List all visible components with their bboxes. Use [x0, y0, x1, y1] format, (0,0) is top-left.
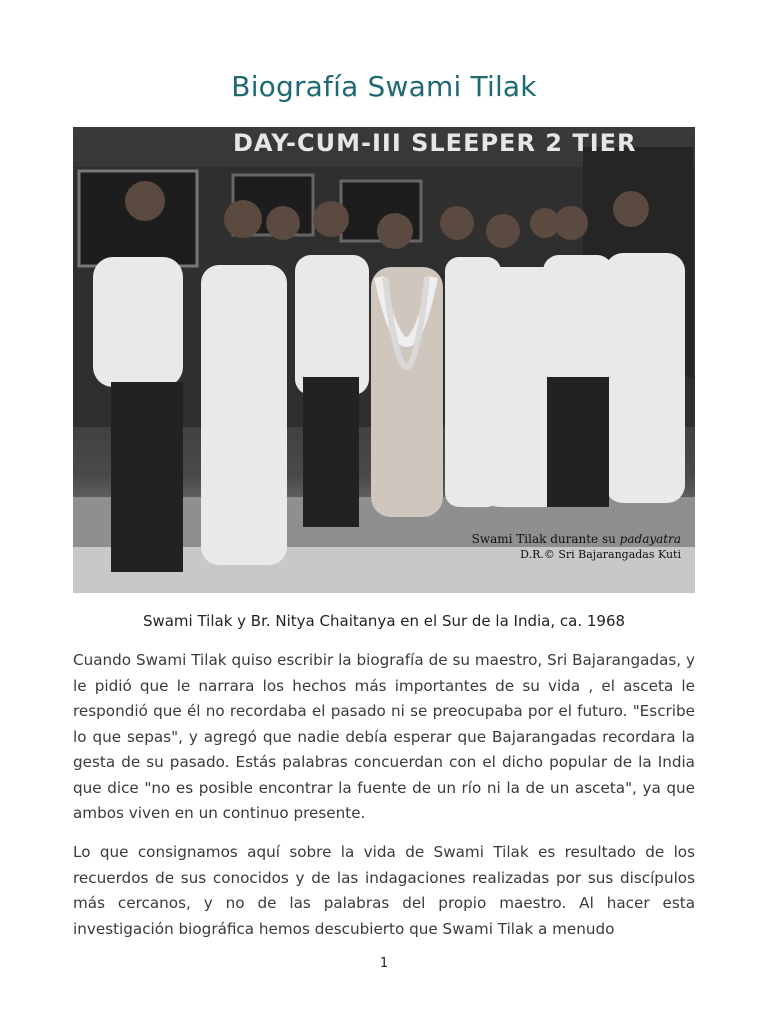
- paragraph-1: Cuando Swami Tilak quiso escribir la biografía de su maestro, Sri Bajarangadas, y le pidió que le narrara los hechos más importantes de su vida , el asceta le respondió que él no recordaba el pasado ni se preocupaba por el futuro. "Escribe lo que sepas", y agregó que nadie debía esperar que Bajarangadas recordara la gesta de su pasado. Estás palabras concuerdan con el dicho popular de la India que dice "no es posible encontrar la fuente de un río ni la de un asceta", ya que ambos viven en un continuo presente.: [73, 651, 695, 822]
- paragraph-2: Lo que consignamos aquí sobre la vida de Swami Tilak es resultado de los recuerdos de sus conocidos y de las indagaciones realizadas por sus discípulos más cercanos, y no de las palabras del propio maestro. Al hacer esta investigación biográfica hemos descubierto que Swami Tilak a menudo: [73, 843, 695, 938]
- train-sign-text: DAY-CUM-III SLEEPER 2 TIER: [233, 129, 637, 157]
- page-title: Biografía Swami Tilak: [231, 70, 537, 103]
- photo-illustration: [73, 127, 695, 593]
- photo-credit: [472, 531, 681, 563]
- figure-caption: Swami Tilak y Br. Nitya Chaitanya en el Sur de la India, ca. 1968: [142, 612, 626, 630]
- page-number: 1: [379, 956, 389, 971]
- photo-credit-line1: Swami Tilak durante su: [471, 532, 620, 546]
- historical-photo: [73, 127, 695, 593]
- photo-credit-italic: padayatra: [619, 532, 681, 546]
- photo-credit-line2: D.R.© Sri Bajarangadas Kuti: [520, 548, 681, 561]
